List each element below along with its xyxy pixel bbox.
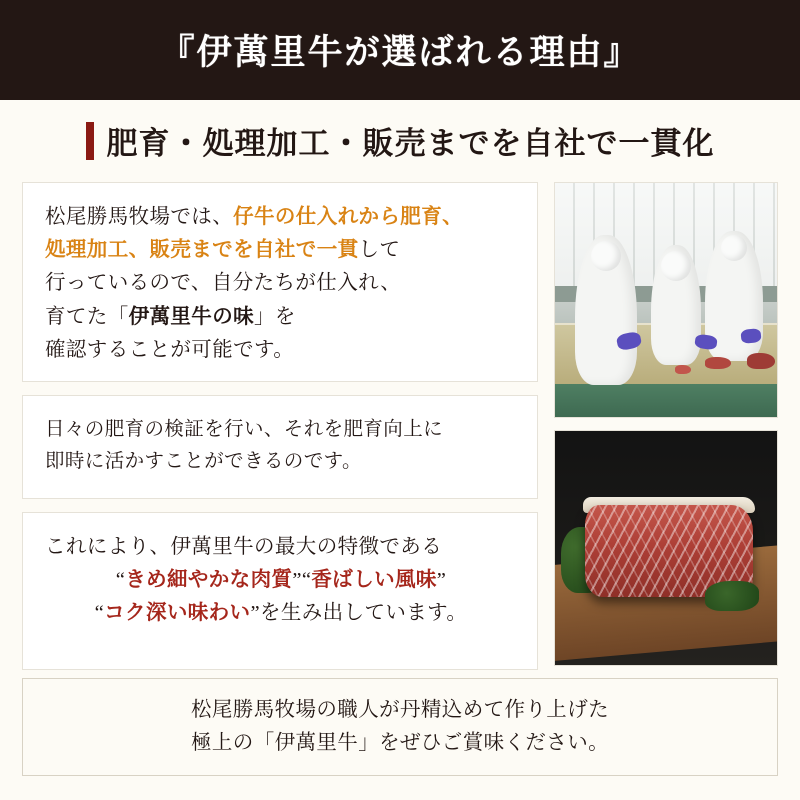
worker-hood — [591, 241, 621, 271]
text-segment-highlight: 香ばしい風味 — [311, 569, 437, 592]
text-segment-highlight: きめ細やかな肉質 — [125, 569, 293, 592]
closing-message-line-2: 極上の「伊萬里牛」をぜひご賞味ください。 — [191, 732, 609, 754]
card-consistency-line-3 — [45, 267, 517, 300]
card-verification — [22, 395, 538, 499]
text-segment: “ — [94, 602, 105, 625]
text-segment-highlight: コク深い味わい — [104, 602, 251, 625]
text-segment: を生み出しています。 — [259, 602, 468, 625]
top-banner — [0, 0, 800, 100]
text-segment: 育てた「 — [45, 305, 129, 328]
text-segment: して — [358, 239, 401, 262]
closing-message-line-1: 松尾勝馬牧場の職人が丹精込めて作り上げた — [191, 698, 609, 721]
meat-piece — [747, 353, 775, 369]
worker-hood — [661, 251, 691, 281]
card-verification-line-2 — [45, 446, 517, 478]
closing-message-box — [22, 678, 778, 776]
card-verification-line-1 — [45, 414, 517, 446]
photo-processing-facility — [554, 182, 778, 418]
text-column — [22, 182, 538, 683]
text-segment: ” — [436, 569, 447, 592]
card-consistency — [22, 182, 538, 382]
card-consistency-line-5 — [45, 334, 517, 367]
card-consistency-line-1 — [45, 201, 517, 234]
content-area — [22, 182, 778, 672]
card-features-line-3 — [45, 597, 517, 630]
text-segment: ” — [250, 602, 260, 625]
section-heading — [0, 118, 800, 163]
card-features — [22, 512, 538, 670]
card-consistency-line-2 — [45, 234, 517, 267]
page-title: 『伊萬里牛が選ばれる理由』 — [159, 33, 641, 72]
text-segment-emphasis: 伊萬里牛の味 — [128, 305, 255, 328]
meat-piece — [705, 357, 731, 369]
card-features-line-2 — [45, 564, 517, 597]
text-segment: これにより、伊萬里牛の最大の特徴である — [45, 536, 443, 558]
photo-column — [554, 182, 778, 666]
heading-accent-bar — [86, 122, 94, 160]
text-segment: “ — [301, 569, 312, 592]
text-segment: 即時に活かすことができるのです。 — [45, 450, 362, 472]
meat-piece — [675, 365, 691, 374]
text-segment: 松尾勝馬牧場では、 — [45, 206, 234, 228]
text-segment: 日々の肥育の検証を行い、それを肥育向上に — [45, 419, 444, 440]
text-segment: 」を — [254, 305, 296, 328]
text-segment: “ — [115, 569, 126, 592]
card-features-line-1 — [45, 531, 517, 564]
facility-floor — [555, 384, 777, 417]
text-segment: 確認することが可能です。 — [45, 338, 295, 361]
text-segment-highlight: 処理加工、販売までを自社で一貫 — [45, 239, 359, 262]
text-segment: 行っているので、自分たちが仕入れ、 — [45, 272, 402, 295]
photo-beef-block — [554, 430, 778, 666]
text-segment: ” — [292, 569, 302, 592]
text-segment-highlight: 仔牛の仕入れから肥育、 — [233, 206, 464, 228]
card-consistency-line-4 — [45, 301, 517, 334]
section-heading-text: 肥育・処理加工・販売までを自社で一貫化 — [106, 126, 715, 161]
worker-hood — [721, 235, 747, 261]
garnish-leaf — [705, 581, 759, 611]
